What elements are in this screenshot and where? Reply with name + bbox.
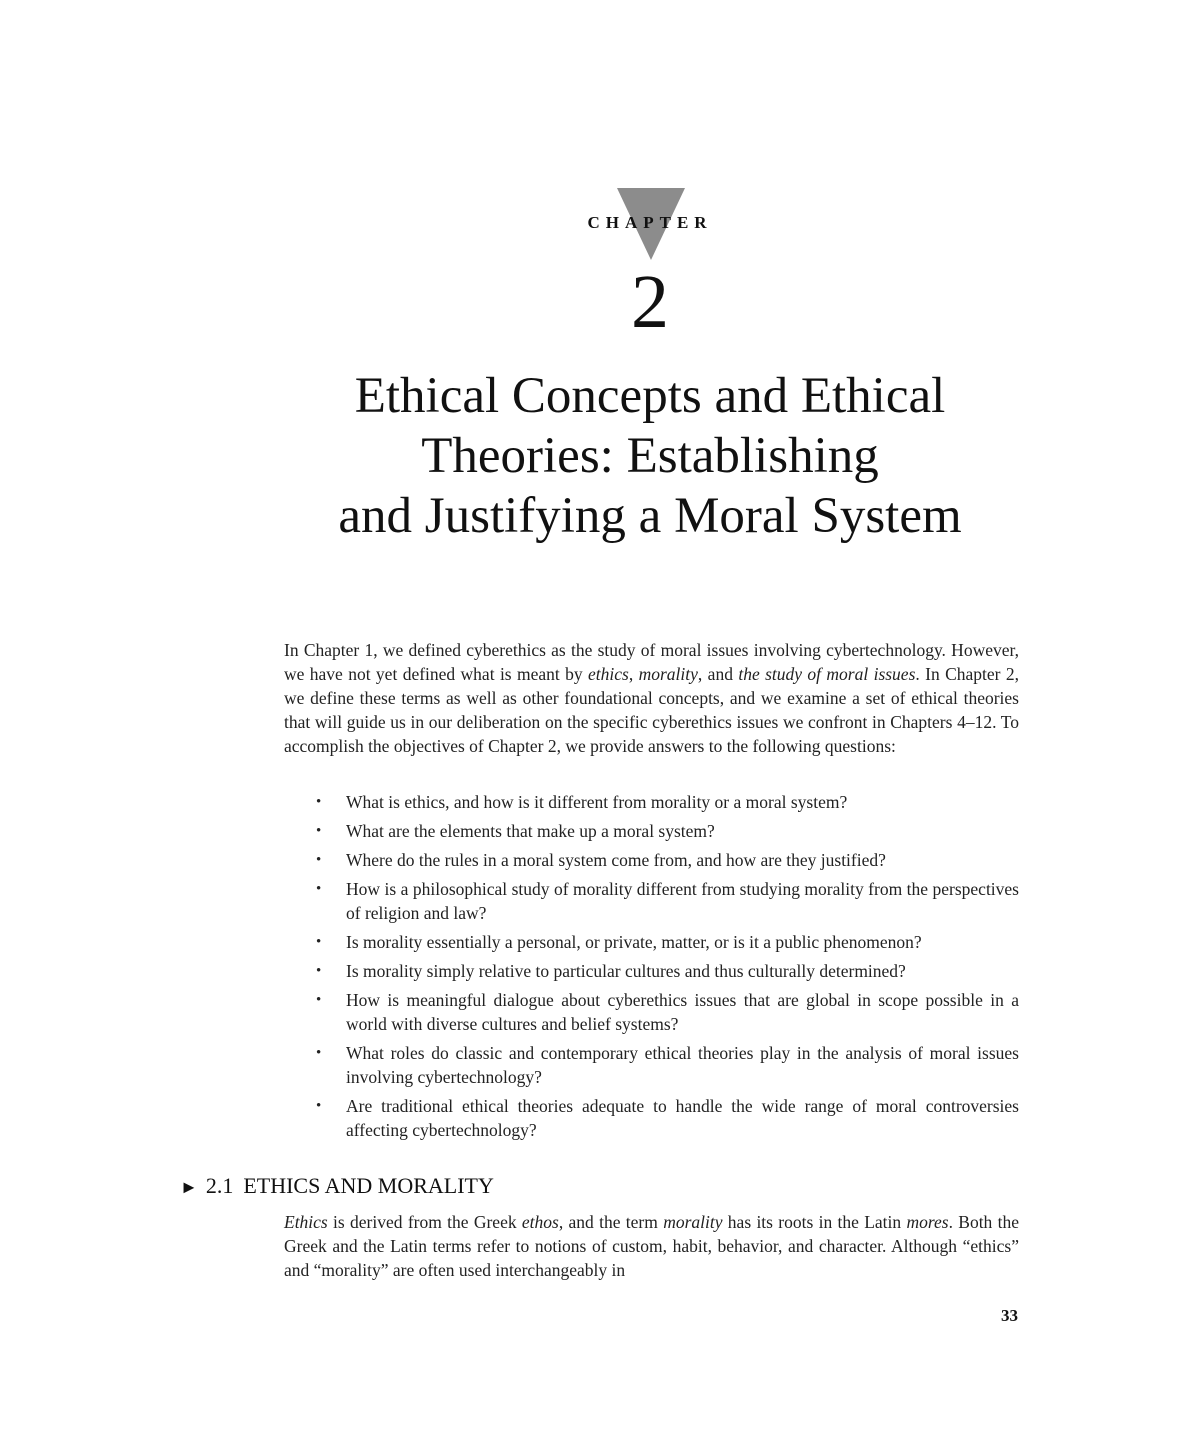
intro-text: . In Chapter 2, we define these terms as well as other foundational concepts, and we examine a set of ethical theories that will guide us in our deliberation on the specific cyberethics issues we confront in Chapters 4–12. To accomplish the objectives of Chapter 2, we provide answers to the following questions: (284, 664, 1019, 756)
bullet-icon: • (316, 992, 322, 1008)
list-item (300, 790, 1019, 814)
list-item (300, 848, 1019, 872)
question-text: Where do the rules in a moral system come from, and how are they justified? (346, 850, 886, 870)
list-item (300, 1094, 1019, 1142)
question-text: Is morality essentially a personal, or private, matter, or is it a public phenomenon? (346, 932, 922, 952)
list-item (300, 1041, 1019, 1089)
intro-paragraph (284, 638, 1019, 758)
bullet-icon: • (316, 963, 322, 979)
intro-separator: , and (697, 664, 739, 684)
section-text-run: , and the term (558, 1212, 664, 1232)
section-arrow-icon: ► (180, 1177, 198, 1197)
term-study-of-moral-issues: the study of moral issues (738, 664, 916, 684)
section-text-run: is derived from the Greek (327, 1212, 522, 1232)
bullet-icon: • (316, 1098, 322, 1114)
question-text: Is morality simply relative to particular cultures and thus culturally determined? (346, 961, 906, 981)
question-text: How is a philosophical study of morality different from studying morality from the perspectives of religion and law? (346, 879, 1019, 923)
chapter-title-line: Theories: Establishing (421, 428, 879, 484)
question-text: What are the elements that make up a moral system? (346, 821, 715, 841)
section-title: ETHICS AND MORALITY (243, 1173, 494, 1198)
bullet-icon: • (316, 852, 322, 868)
page-number: 33 (1001, 1306, 1018, 1325)
intro-separator: , (628, 664, 639, 684)
question-text: What roles do classic and contemporary ethical theories play in the analysis of moral issues involving cybertechnology? (346, 1043, 1019, 1087)
chapter-label: CHAPTER (587, 213, 713, 232)
term-morality: morality (663, 1212, 723, 1232)
question-text: How is meaningful dialogue about cyberethics issues that are global in scope possible in a world with diverse cultures and belief systems? (346, 990, 1019, 1034)
section-text-run: has its roots in the Latin (722, 1212, 907, 1232)
chapter-marker (560, 186, 740, 266)
question-list (300, 790, 1019, 1147)
bullet-icon: • (316, 1045, 322, 1061)
section-heading (180, 1172, 880, 1201)
chapter-number: 2 (631, 260, 669, 344)
term-morality: morality (638, 664, 698, 684)
section-number: 2.1 (205, 1173, 234, 1198)
intro-text: In Chapter 1, we defined cyberethics as the study of moral issues involving cybertechnology. However, we have not yet defined what is meant by (284, 640, 1019, 684)
bullet-icon: • (316, 934, 322, 950)
bullet-icon: • (316, 881, 322, 897)
bullet-icon: • (316, 794, 322, 810)
list-item (300, 877, 1019, 925)
section-text-run: . Both the Greek and the Latin terms refer to notions of custom, habit, behavior, and character. Although “ethics” and “morality” are often used interchangeably in (284, 1212, 1019, 1280)
term-mores: mores (906, 1212, 949, 1232)
list-item (300, 819, 1019, 843)
chapter-title-line: and Justifying a Moral System (338, 488, 962, 544)
term-ethics: ethics (588, 664, 629, 684)
list-item (300, 930, 1019, 954)
chapter-title-line: Ethical Concepts and Ethical (354, 368, 946, 424)
term-ethics: Ethics (284, 1212, 328, 1232)
list-item (300, 959, 1019, 983)
list-item (300, 988, 1019, 1036)
question-text: Are traditional ethical theories adequate to handle the wide range of moral controversies affecting cybertechnology? (346, 1096, 1019, 1140)
bullet-icon: • (316, 823, 322, 839)
section-paragraph (284, 1210, 1019, 1282)
chapter-title (250, 366, 1050, 546)
term-ethos: ethos (521, 1212, 559, 1232)
question-text: What is ethics, and how is it different from morality or a moral system? (346, 792, 848, 812)
